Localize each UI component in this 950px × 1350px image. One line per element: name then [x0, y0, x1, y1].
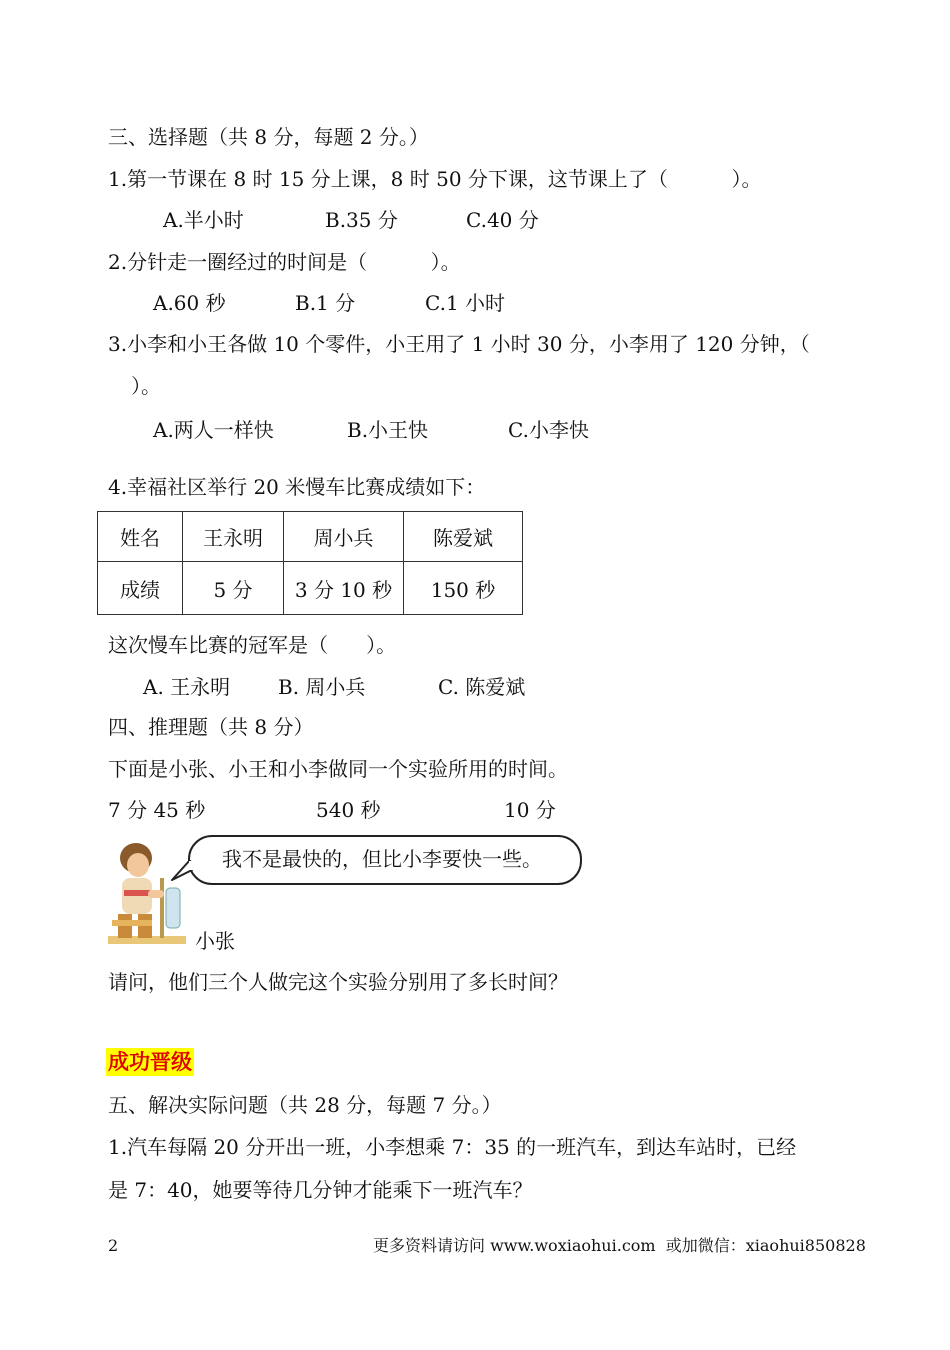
time-li: 10 分 [504, 798, 556, 822]
q3-text-line1: 3.小李和小王各做 10 个零件，小王用了 1 小时 30 分，小李用了 120 分钟，（ [108, 332, 810, 356]
q1-option-a: A.半小时 [163, 208, 244, 232]
q1-text: 1.第一节课在 8 时 15 分上课，8 时 50 分下课，这节课上了（ ）。 [108, 167, 762, 191]
q2-option-a: A.60 秒 [153, 291, 226, 315]
race-results-table [97, 511, 523, 615]
table-cell: 周小兵 [284, 512, 404, 562]
q4-question: 这次慢车比赛的冠军是（ ）。 [108, 633, 397, 657]
table-cell: 王永明 [183, 512, 284, 562]
q3-option-c: C.小李快 [508, 418, 589, 442]
section5-heading: 五、解决实际问题（共 28 分，每题 7 分。） [108, 1093, 502, 1117]
table-cell: 姓名 [98, 512, 183, 562]
table-row [98, 562, 523, 615]
time-wang: 540 秒 [316, 798, 381, 822]
student-name-label: 小张 [195, 929, 235, 953]
table-cell: 5 分 [183, 562, 284, 615]
q2-option-c: C.1 小时 [425, 291, 506, 315]
table-cell: 陈爱斌 [404, 512, 523, 562]
q3-option-b: B.小王快 [347, 418, 429, 442]
page-number: 2 [108, 1236, 119, 1255]
table-cell: 3 分 10 秒 [284, 562, 404, 615]
section5-q1-line2: 是 7：40，她要等待几分钟才能乘下一班汽车？ [108, 1178, 533, 1202]
boy-experiment-illustration [108, 838, 188, 948]
q4-option-c: C. 陈爱斌 [438, 675, 526, 699]
speech-text: 我不是最快的，但比小李要快一些。 [222, 847, 542, 871]
q1-option-c: C.40 分 [466, 208, 539, 232]
q2-text: 2.分针走一圈经过的时间是（ ）。 [108, 250, 461, 274]
section5-q1-line1: 1.汽车每隔 20 分开出一班，小李想乘 7：35 的一班汽车，到达车站时，已经 [108, 1135, 797, 1159]
section4-heading: 四、推理题（共 8 分） [108, 715, 314, 739]
table-header-row [98, 512, 523, 562]
q3-option-a: A.两人一样快 [153, 418, 274, 442]
speech-bubble-tail [170, 860, 194, 882]
section4-intro: 下面是小张、小王和小李做同一个实验所用的时间。 [108, 757, 568, 781]
q4-text: 4.幸福社区举行 20 米慢车比赛成绩如下： [108, 475, 486, 499]
section3-heading: 三、选择题（共 8 分，每题 2 分。） [108, 125, 429, 149]
q3-text-line2: ）。 [131, 374, 161, 398]
section4-question: 请问，他们三个人做完这个实验分别用了多长时间？ [108, 970, 568, 994]
q2-option-b: B.1 分 [295, 291, 356, 315]
table-cell: 成绩 [98, 562, 183, 615]
time-zhang: 7 分 45 秒 [108, 798, 206, 822]
footer-text: 更多资料请访问 www.woxiaohui.com 或加微信：xiaohui850828 [373, 1236, 866, 1255]
q1-option-b: B.35 分 [325, 208, 398, 232]
table-cell: 150 秒 [404, 562, 523, 615]
q4-option-b: B. 周小兵 [278, 675, 366, 699]
level-up-banner: 成功晋级 [108, 1050, 192, 1074]
q4-option-a: A. 王永明 [143, 675, 231, 699]
